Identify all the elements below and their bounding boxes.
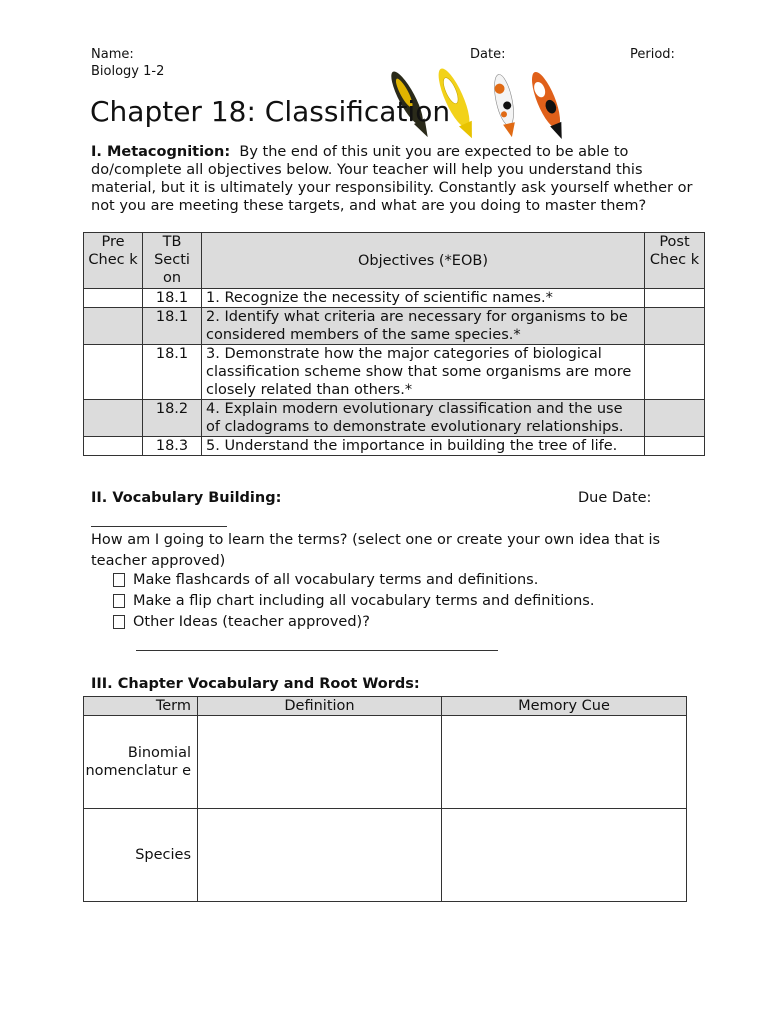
memory-cue-cell[interactable] <box>442 809 687 902</box>
objective-cell: 4. Explain modern evolutionary classification and the use of cladograms to demonstrate evolutionary relationships. <box>202 400 645 437</box>
objectives-table <box>83 232 705 456</box>
post-check-cell[interactable] <box>645 345 705 400</box>
table-row <box>84 437 705 456</box>
pre-check-cell[interactable] <box>84 345 143 400</box>
section-cell: 18.2 <box>143 400 202 437</box>
vocab-table-heading: III. Chapter Vocabulary and Root Words: <box>91 676 420 692</box>
metacognition-label: I. Metacognition: <box>91 144 231 160</box>
section-cell: 18.1 <box>143 289 202 308</box>
objective-cell: 5. Understand the importance in building the tree of life. <box>202 437 645 456</box>
section-cell: 18.1 <box>143 308 202 345</box>
header-tb-section: TB Secti on <box>143 233 202 289</box>
post-check-cell[interactable] <box>645 308 705 345</box>
definition-cell[interactable] <box>198 809 442 902</box>
post-check-cell[interactable] <box>645 400 705 437</box>
objective-cell: 3. Demonstrate how the major categories of biological classification scheme show that some organisms are more closely related than others.* <box>202 345 645 400</box>
header-pre-check: Pre Chec k <box>84 233 143 289</box>
option-label: Make a flip chart including all vocabulary terms and definitions. <box>133 593 595 609</box>
section-cell: 18.1 <box>143 345 202 400</box>
header-definition: Definition <box>198 697 442 716</box>
option-other-ideas[interactable] <box>113 614 370 630</box>
header-term: Term <box>84 697 198 716</box>
post-check-cell[interactable] <box>645 437 705 456</box>
metacognition-text: By the end of this unit you are expected to be able to do/complete all objectives below. Your teacher will help you understand this material, but it is ultimately your responsibility. Constantly ask yourself whether or not you are meeting these targets, and what are you doing to master them? <box>91 144 693 214</box>
date-label: Date: <box>470 47 506 62</box>
name-label: Name: <box>91 47 134 62</box>
term-cell: Binomial nomenclatur e <box>84 716 198 809</box>
post-check-cell[interactable] <box>645 289 705 308</box>
koi-fish-4 <box>526 69 570 140</box>
koi-fish-3 <box>491 73 520 139</box>
vocabulary-table <box>83 696 687 902</box>
pre-check-cell[interactable] <box>84 437 143 456</box>
checkbox-icon[interactable] <box>113 615 125 629</box>
pre-check-cell[interactable] <box>84 308 143 345</box>
table-row <box>84 308 705 345</box>
memory-cue-cell[interactable] <box>442 716 687 809</box>
header-post-check: Post Chec k <box>645 233 705 289</box>
option-label: Other Ideas (teacher approved)? <box>133 614 370 630</box>
pre-check-cell[interactable] <box>84 400 143 437</box>
option-flashcards[interactable] <box>113 572 538 588</box>
period-label: Period: <box>630 47 675 62</box>
pre-check-cell[interactable] <box>84 289 143 308</box>
header-objectives: Objectives (*EOB) <box>202 233 645 289</box>
table-row <box>84 400 705 437</box>
checkbox-icon[interactable] <box>113 594 125 608</box>
definition-cell[interactable] <box>198 716 442 809</box>
page-title: Chapter 18: Classification <box>90 95 451 128</box>
section-cell: 18.3 <box>143 437 202 456</box>
table-row <box>84 289 705 308</box>
table-row <box>84 716 687 809</box>
vocab-building-heading: II. Vocabulary Building: <box>91 490 282 506</box>
term-cell: Species <box>84 809 198 902</box>
due-date-label: Due Date: <box>578 490 652 506</box>
table-row <box>84 809 687 902</box>
learn-terms-question: How am I going to learn the terms? (select one or create your own idea that is teacher approved) <box>91 532 661 569</box>
header-memory-cue: Memory Cue <box>442 697 687 716</box>
option-label: Make flashcards of all vocabulary terms and definitions. <box>133 572 539 588</box>
objective-cell: 2. Identify what criteria are necessary for organisms to be considered members of the same species.* <box>202 308 645 345</box>
checkbox-icon[interactable] <box>113 573 125 587</box>
option-flip-chart[interactable] <box>113 593 594 609</box>
due-date-blank[interactable] <box>91 526 227 527</box>
objective-cell: 1. Recognize the necessity of scientific names.* <box>202 289 645 308</box>
other-ideas-blank[interactable] <box>136 650 498 651</box>
table-row <box>84 345 705 400</box>
metacognition-paragraph <box>91 143 711 215</box>
course-label: Biology 1-2 <box>91 64 165 79</box>
